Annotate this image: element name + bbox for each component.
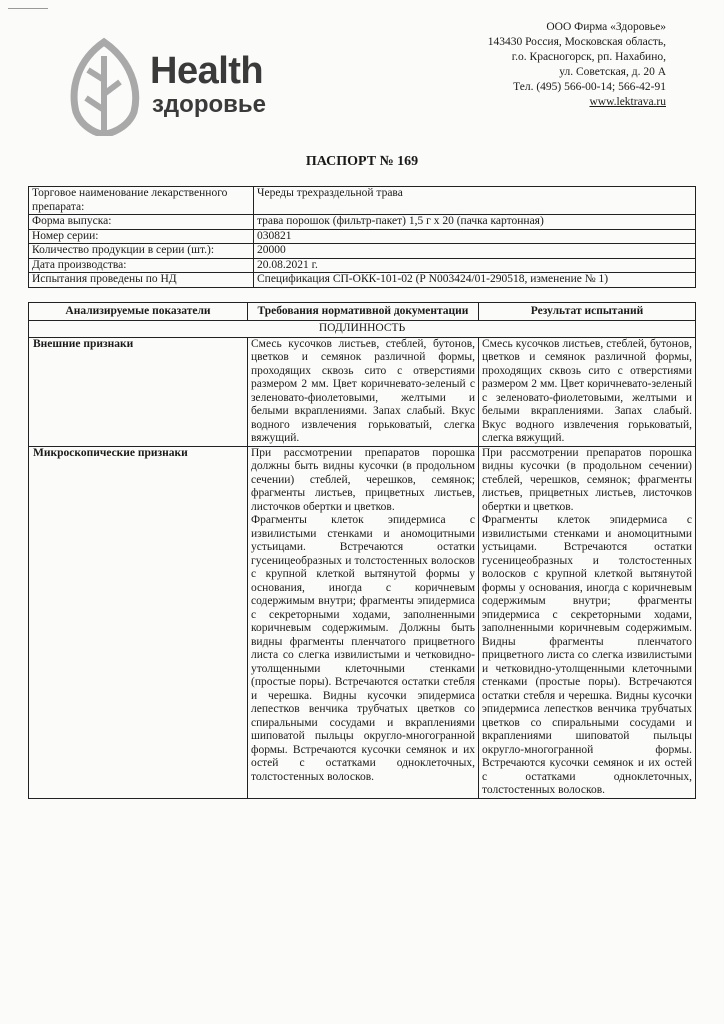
table-row: [29, 446, 696, 798]
info-row: [29, 187, 696, 215]
test-results-table: [28, 302, 696, 799]
company-website-link[interactable]: www.lektrava.ru: [589, 96, 666, 108]
header-result: Результат испытаний: [479, 303, 696, 321]
leaf-icon: [64, 36, 150, 136]
info-row: [29, 244, 696, 259]
company-phone: Тел. (495) 566-00-14; 566-42-91: [513, 81, 666, 93]
info-row: [29, 229, 696, 244]
info-row: [29, 215, 696, 230]
results-header-row: [29, 303, 696, 321]
info-value: трава порошок (фильтр-пакет) 1,5 г х 20 (пачка картонная): [254, 215, 696, 230]
info-value: Череды трехраздельной трава: [254, 187, 696, 215]
requirement-cell: [248, 446, 479, 798]
info-label: Торговое наименование лекарственного препарата:: [29, 187, 254, 215]
company-logo: [64, 36, 284, 136]
result-text: Фрагменты клеток эпидермиса с извилистыми стенками и аномоцитными устьицами. Встречаются остатки гусеницеобразных и толстостенных волосков с крупной клеткой вытянутой формы у основания, иногда с коричневым содержимым внутри; фрагменты эпидермиса с секреторными ходами, заполненными коричневым содержимым. Видны фрагменты пленчатого прицветного листа со слегка извилистыми и четковидно-утолщенными клеточными стенками (простые поры). Встречаются остатки стебля и черешка. Видны кусочки эпидермиса лепестков венчика трубчатых цветков со спиральными сосудами и вкраплениями шиповатой пыльцы округло-многогранной формы. Встречаются кусочки семянок и их остей с остатками одноклеточных, толстостенных волосков.: [482, 514, 692, 796]
company-address-line2: г.о. Красногорск, рп. Нахабино,: [511, 51, 666, 63]
scan-edge-mark: [8, 8, 48, 9]
info-label: Испытания проведены по НД: [29, 273, 254, 288]
indicator-cell: Внешние признаки: [29, 337, 248, 446]
info-value: 20.08.2021 г.: [254, 258, 696, 273]
info-row: [29, 258, 696, 273]
requirement-text: Фрагменты клеток эпидермиса с извилистыми стенками и аномоцитными устьицами. Встречаются остатки гусеницеобразных и толстостенных волосков с крупной клеткой вытянутой формы у основания, иногда с коричневым содержимым внутри; фрагменты эпидермиса с секреторными ходами, заполненными коричневым содержимым. Должны быть видны фрагменты пленчатого прицветного листа со слегка извилистыми и четковидно-утолщенными клеточными стенками (простые поры). Встречаются остатки стебля и черешка. Видны кусочки эпидермиса лепестков венчика трубчатых цветков со спиральными сосудами и вкраплениями шиповатой пыльцы округло-многогранной формы. Встречаются кусочки семянок и их остей с остатками одноклеточных, толстостенных волосков.: [251, 514, 475, 783]
section-title: ПОДЛИННОСТЬ: [29, 321, 696, 338]
product-info-table: [28, 186, 696, 288]
result-text: При рассмотрении препаратов порошка видны кусочки (в продольном сечении) стеблей, черешков, семянок; фрагменты листьев, прицветных листьев, листочков обертки и цветков.: [482, 446, 692, 513]
info-label: Количество продукции в серии (шт.):: [29, 244, 254, 259]
section-row: [29, 321, 696, 338]
info-value: 20000: [254, 244, 696, 259]
requirement-text: Смесь кусочков листьев, стеблей, бутонов, цветков и семянок различной формы, проходящих сквозь сито с отверстиями размером 2 мм. Цвет коричневато-зеленый с зеленовато-фиолетовыми, желтыми и белыми вкраплениями. Запах слабый. Вкус водного извлечения горьковатый, слегка вяжущий.: [251, 337, 475, 444]
info-value: 030821: [254, 229, 696, 244]
requirement-cell: [248, 337, 479, 446]
table-row: [29, 337, 696, 446]
company-address-line1: 143430 Россия, Московская область,: [487, 36, 666, 48]
result-text: Смесь кусочков листьев, стеблей, бутонов, цветков и семянок различной формы, проходящих сквозь сито с отверстиями размером 2 мм. Цвет коричневато-зеленый с зеленовато-фиолетовыми, желтыми и белыми вкраплениями. Запах слабый. Вкус водного извлечения горьковатый, слегка вяжущий.: [482, 337, 692, 444]
info-row: [29, 273, 696, 288]
info-value: Спецификация СП-ОКК-101-02 (Р N003424/01-290518, изменение № 1): [254, 273, 696, 288]
company-name: ООО Фирма «Здоровье»: [546, 21, 666, 33]
requirement-text: При рассмотрении препаратов порошка должны быть видны кусочки (в продольном сечении) стеблей, черешков, семянок; фрагменты листьев, прицветных листьев, листочков обертки и цветков.: [251, 446, 475, 513]
header-requirement: Требования нормативной документации: [248, 303, 479, 321]
result-cell: [479, 337, 696, 446]
document-title: ПАСПОРТ № 169: [305, 154, 419, 169]
logo-subtitle: здоровье: [152, 91, 266, 118]
company-details: [406, 20, 666, 110]
result-cell: [479, 446, 696, 798]
indicator-cell: Микроскопические признаки: [29, 446, 248, 798]
logo-title: Health: [150, 50, 264, 92]
info-label: Форма выпуска:: [29, 215, 254, 230]
info-label: Дата производства:: [29, 258, 254, 273]
company-address-line3: ул. Советская, д. 20 А: [559, 66, 666, 78]
header-indicator: Анализируемые показатели: [29, 303, 248, 321]
info-label: Номер серии:: [29, 229, 254, 244]
